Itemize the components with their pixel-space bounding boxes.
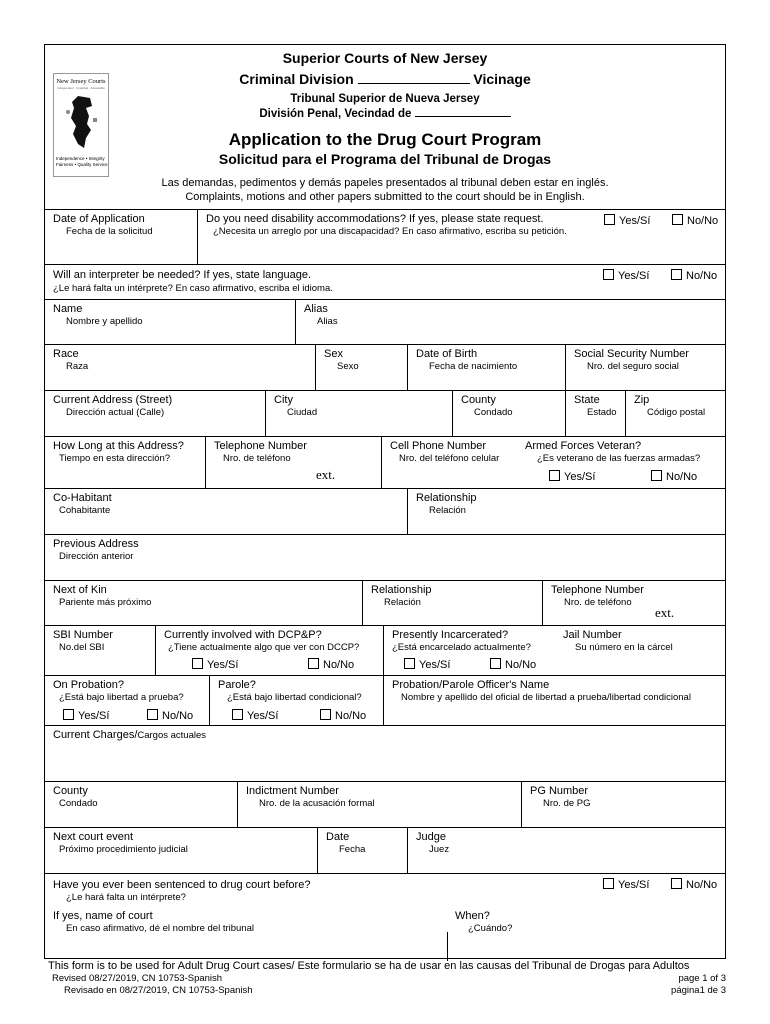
logo-title: New Jersey Courts [56,78,106,85]
notice-en: Complaints, motions and other papers submitted to the court should be in English. [185,191,585,203]
sentenced-yes-checkbox[interactable]: Yes/Sí [603,878,649,891]
footer-page-es: página1 de 3 [671,985,726,996]
notice-es: Las demandas, pedimentos y demás papeles presentados al tribunal deben estar en inglés. [161,177,609,189]
court-title-es: Tribunal Superior de Nueva Jersey [290,93,480,105]
incarcerated-field: Presently Incarcerated? ¿Está encarcelado actualmente? Yes/Sí No/No [383,626,553,675]
form-header [45,45,725,209]
street-address-field[interactable]: Current Address (Street) Dirección actual (Calle) [53,394,173,418]
city-field[interactable]: City Ciudad [265,391,452,436]
application-form [44,44,726,959]
parole-yes-checkbox[interactable]: Yes/Sí [232,709,278,722]
incarcerated-yes-checkbox[interactable]: Yes/Sí [404,658,450,671]
zip-field[interactable]: Zip Código postal [625,391,725,436]
footer-revised-es: Revisado en 08/27/2019, CN 10753-Spanish [64,985,253,996]
form-title-es: Solicitud para el Programa del Tribunal de Drogas [218,151,552,167]
next-of-kin-field[interactable]: Next of Kin Pariente más próximo [53,584,152,608]
dcpp-yes-checkbox[interactable]: Yes/Sí [192,658,238,671]
interpreter-field[interactable]: Will an interpreter be needed? If yes, state language. ¿Le hará falta un intérprete? En caso afirmativo, escriba el idioma. Yes/Sí No/No [53,269,718,294]
disability-field[interactable]: Do you need disability accommodations? If yes, please state request. ¿Necesita un arreglo por una discapacidad? En caso afirmativo, escriba su petición. Yes/Sí No/No [197,210,725,264]
row-indictment [45,781,725,827]
date-of-birth-field[interactable]: Date of Birth Fecha de nacimiento [407,345,565,390]
logo-subtitle: Independent · Impartial · Accessible [57,86,105,90]
sbi-number-field[interactable]: SBI Number No.del SBI [53,629,113,653]
veteran-no-checkbox[interactable]: No/No [651,470,697,483]
disability-yes-checkbox[interactable]: Yes/Sí [604,214,650,227]
interpreter-no-checkbox[interactable]: No/No [671,269,717,282]
incarcerated-no-checkbox[interactable]: No/No [490,658,536,671]
jail-number-field[interactable]: Jail Number Su número en la cárcel [563,629,673,653]
charges-county-field[interactable]: County Condado [53,785,98,809]
dcpp-no-checkbox[interactable]: No/No [308,658,354,671]
next-court-event-field[interactable]: Next court event Próximo procedimiento judicial [53,831,188,855]
logo-motto: Independence • Integrity Fairness • Quality Service [56,156,108,167]
row-next-of-kin [45,580,725,625]
veteran-field: Armed Forces Veteran? ¿Es veterano de las fuerzas armadas? Yes/Sí No/No [525,440,701,483]
pg-number-field[interactable]: PG Number Nro. de PG [521,782,725,827]
current-charges-field[interactable]: Current Charges/Cargos actuales [53,729,207,741]
disability-no-checkbox[interactable]: No/No [672,214,718,227]
division-title-es: División Penal, Vecindad de [45,107,725,120]
name-field[interactable]: Name Nombre y apellido [53,303,143,327]
telephone-ext-label: ext. [316,467,336,482]
dcpp-field: Currently involved with DCP&P? ¿Tiene actualmente algo que ver con DCCP? Yes/Sí No/No [155,626,383,675]
row-previous-address [45,534,725,580]
alias-field[interactable]: Alias Alias [295,300,725,344]
how-long-field[interactable]: How Long at this Address? Tiempo en esta dirección? [53,440,184,464]
row-sentenced [45,873,725,960]
row-next-event [45,827,725,873]
veteran-yes-checkbox[interactable]: Yes/Sí [549,470,595,483]
state-field[interactable]: State Estado [565,391,625,436]
parole-field: Parole? ¿Está bajo libertad condicional? Yes/Sí No/No [209,676,383,725]
row-sbi [45,625,725,675]
row-date-disability [45,209,725,264]
parole-no-checkbox[interactable]: No/No [320,709,366,722]
kin-relationship-field[interactable]: Relationship Relación [362,581,542,625]
kin-telephone-ext-label: ext. [655,605,675,620]
row-address [45,390,725,436]
previous-address-field[interactable]: Previous Address Dirección anterior [53,538,139,562]
kin-telephone-field[interactable]: Telephone Number Nro. de teléfono ext. [542,581,725,625]
row-cohabitant [45,488,725,534]
form-title: Application to the Drug Court Program [228,130,542,149]
footer-usage: This form is to be used for Adult Drug Court cases/ Este formulario se ha de usar en las causas del Tribunal de Drogas para Adultos [48,960,690,972]
probation-no-checkbox[interactable]: No/No [147,709,193,722]
row-probation [45,675,725,725]
row-race [45,344,725,390]
sentenced-before-field: Have you ever been sentenced to drug court before? ¿Le hará falta un intérprete? Yes/Sí No/No [53,879,718,903]
division-title: Criminal Division Vicinage [239,71,531,87]
date-of-application-field[interactable]: Date of Application Fecha de la solicitud [53,213,153,237]
row-name [45,299,725,344]
footer-page: page 1 of 3 [678,973,726,984]
telephone-field[interactable]: Telephone Number Nro. de teléfono ext. [205,437,381,488]
event-date-field[interactable]: Date Fecha [317,828,407,873]
sex-field[interactable]: Sex Sexo [315,345,407,390]
probation-field: On Probation? ¿Está bajo libertad a prueba? Yes/Sí No/No [53,679,194,722]
judge-field[interactable]: Judge Juez [407,828,725,873]
row-charges [45,725,725,781]
officer-name-field[interactable]: Probation/Parole Officer's Name Nombre y apellido del oficial de libertad a prueba/libertad condicional [383,676,725,725]
row-contact [45,436,725,488]
probation-yes-checkbox[interactable]: Yes/Sí [63,709,109,722]
indictment-number-field[interactable]: Indictment Number Nro. de la acusación formal [237,782,521,827]
court-name-field[interactable]: If yes, name of court En caso afirmativo, dé el nombre del tribunal [53,910,254,934]
vecindad-blank[interactable] [415,107,511,117]
cell-phone-field[interactable]: Cell Phone Number Nro. del teléfono celular [381,437,517,488]
when-field[interactable]: When? ¿Cuándo? [455,910,513,934]
sentenced-no-checkbox[interactable]: No/No [671,878,717,891]
court-title: Superior Courts of New Jersey [282,50,488,66]
footer-revised: Revised 08/27/2019, CN 10753-Spanish [52,973,223,984]
race-field[interactable]: Race Raza [53,348,89,372]
vicinage-blank[interactable] [358,71,470,84]
cohabitant-field[interactable]: Co-Habitant Cohabitante [53,492,112,516]
interpreter-yes-checkbox[interactable]: Yes/Sí [603,269,649,282]
row-interpreter [45,264,725,299]
county-field[interactable]: County Condado [452,391,565,436]
cohabitant-relationship-field[interactable]: Relationship Relación [407,489,725,534]
ssn-field[interactable]: Social Security Number Nro. del seguro social [565,345,725,390]
